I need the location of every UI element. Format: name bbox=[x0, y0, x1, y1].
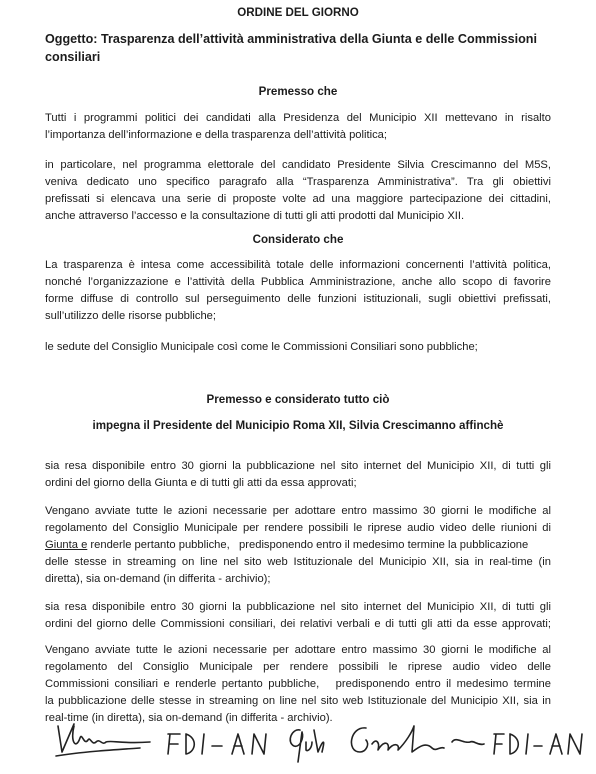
paragraph-4: le sedute del Consiglio Municipale così come le Commissioni Consiliari sono pubbliche; bbox=[45, 341, 478, 353]
premesso-considerato-heading: Premesso e considerato tutto ciò bbox=[206, 393, 390, 406]
considerato-heading: Considerato che bbox=[252, 233, 344, 246]
underlined-giunta: Giunta e bbox=[45, 539, 88, 551]
resolution-2-line-1: Vengano avviate tutte le azioni necessarie per adottare entro massimo 30 giorni le modifiche al bbox=[45, 505, 551, 517]
resolution-2-line-3 bbox=[45, 537, 528, 553]
paragraph-3-line-4: sull’utilizzo delle risorse pubbliche; bbox=[45, 310, 217, 322]
signature-3-party-fdi-an bbox=[494, 734, 582, 754]
paragraph-3-line-2: nonché l’organizzazione e l’attività della Pubblica Amministrazione, anche allo scopo di favorire bbox=[45, 276, 551, 288]
resolution-4-line-1: Vengano avviate tutte le azioni necessarie per adottare entro massimo 30 giorni le modifiche al bbox=[45, 644, 551, 656]
paragraph-2-line-2: veniva dedicato uno specifico paragrafo alla “Trasparenza Amministrativa”. Tra gli obiettivi bbox=[45, 176, 551, 188]
resolution-1-line-1: sia resa disponibile entro 30 giorni la pubblicazione nel sito internet del Municipio XII, di tutti gli bbox=[45, 460, 551, 472]
subject-line-2: consiliari bbox=[45, 50, 101, 64]
document-title: ORDINE DEL GIORNO bbox=[237, 6, 359, 19]
paragraph-2-line-1: in particolare, nel programma elettorale del candidato Presidente Silvia Crescimanno del M5S, bbox=[45, 159, 551, 171]
impegna-heading: impegna il Presidente del Municipio Roma XII, Silvia Crescimanno affinchè bbox=[92, 419, 504, 432]
resolution-4-line-3: Commissioni consiliari e renderle pertanto pubbliche, predisponendo entro il medesimo termine bbox=[45, 678, 551, 690]
subject-line-1: Oggetto: Trasparenza dell’attività amministrativa della Giunta e delle Commissioni bbox=[45, 32, 537, 46]
paragraph-3-line-1: La trasparenza è intesa come accessibilità totale delle informazioni concernenti l’attività politica, bbox=[45, 259, 551, 271]
premesso-heading: Premesso che bbox=[258, 85, 338, 98]
resolution-2-line-4: delle stesse in streaming on line nel sito web Istituzionale del Municipio XII, sia in real-time (in bbox=[45, 556, 551, 568]
resolution-2-line-5: diretta), sia on-demand (in differita - archivio); bbox=[45, 573, 271, 585]
resolution-4-line-4: la pubblicazione delle stesse in streaming on line nel sito web Istituzionale del Municipio XII, sia in bbox=[45, 695, 551, 707]
resolution-3-line-1: sia resa disponibile entro 30 giorni la pubblicazione nel sito internet del Municipio XII, di tutti gli bbox=[45, 601, 551, 613]
resolution-4-line-2: regolamento del Consiglio Municipale per rendere possibili le riprese audio video delle bbox=[45, 661, 551, 673]
resolution-1-line-2: ordini del giorno della Giunta e di tutti gli atti da essa approvati; bbox=[45, 477, 357, 489]
paragraph-1-line-2: l’importanza dell’informazione e della trasparenza dell’attività politica; bbox=[45, 129, 388, 141]
resolution-2-line-3-rest: renderle pertanto pubbliche, predisponendo entro il medesimo termine la pubblicazione bbox=[87, 539, 529, 551]
signature-2-scrawl bbox=[290, 730, 323, 762]
handwritten-signatures bbox=[0, 712, 596, 768]
paragraph-2-line-3: prefissati si elencava una serie di proposte volte ad una maggiore partecipazione dei cittadini, bbox=[45, 193, 551, 205]
resolution-2-line-2: regolamento del Consiglio Municipale per rendere possibili le riprese audio video delle riunioni di bbox=[45, 522, 551, 534]
resolution-4-line-5: real-time (in diretta), sia on-demand (in differita - archivio). bbox=[45, 712, 333, 724]
signature-1-party-fdi-an bbox=[168, 734, 266, 754]
paragraph-2-line-4: anche attraverso l’accesso e la consultazione di tutti gli atti prodotti dal Municipio XII. bbox=[45, 210, 465, 222]
resolution-3-line-2: ordini del giorno delle Commissioni consiliari, dei relativi verbali e di tutti gli atti da esse approvati; bbox=[45, 618, 551, 630]
paragraph-3-line-3: forme diffuse di controllo sul perseguimento delle funzioni istituzionali, sugli obiettivi prefissati, bbox=[45, 293, 551, 305]
signature-3-scrawl bbox=[351, 726, 484, 752]
paragraph-1-line-1: Tutti i programmi politici dei candidati alla Presidenza del Municipio XII mettevano in risalto bbox=[45, 112, 551, 124]
